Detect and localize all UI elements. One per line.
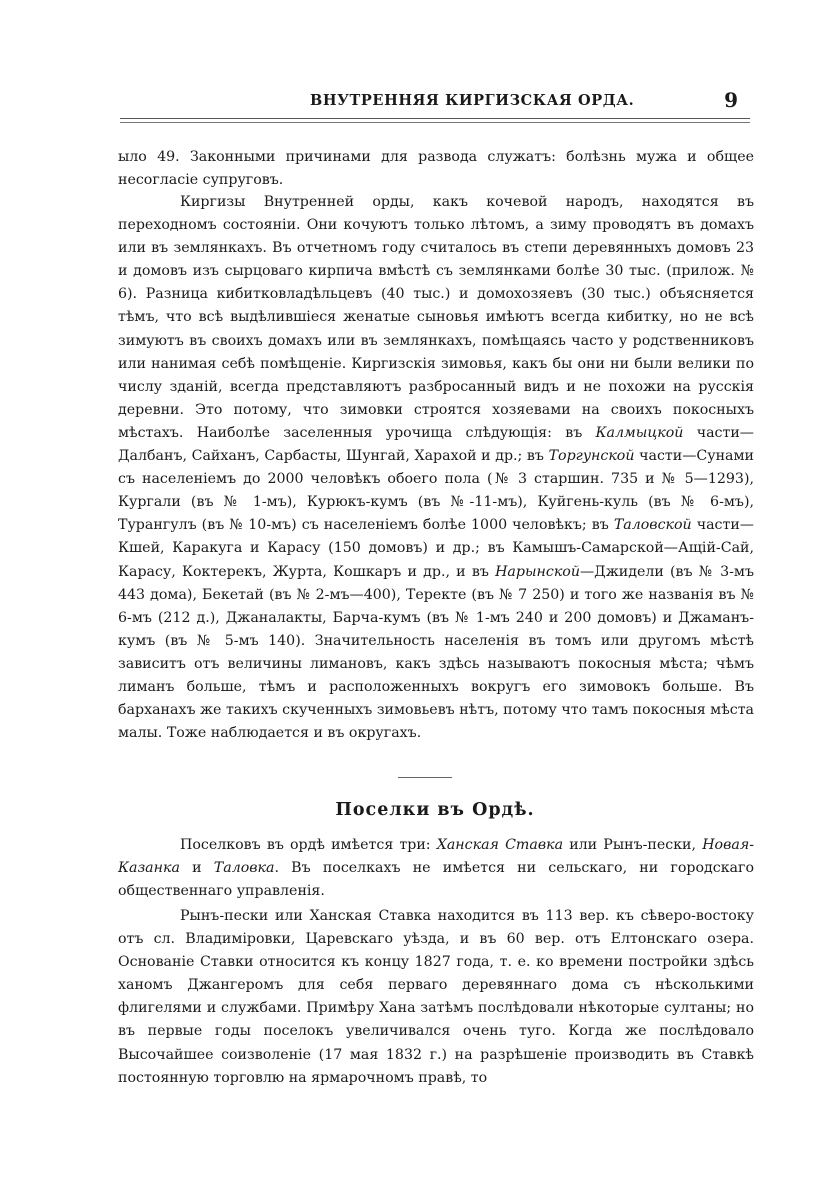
section-heading: Поселки въ Ордѣ. (335, 800, 535, 820)
paragraph-2: Киргизы Внутренней орды, какъ кочевой народъ, находятся въ переходномъ состояніи. Они кочуютъ только лѣтомъ, а зиму проводятъ въ домахъ или въ землянкахъ. Въ отчетномъ году считалось въ степи деревянныхъ домовъ 23 и домовъ изъ сырцоваго кирпича вмѣстѣ съ землянками болѣе 30 тыс. (прилож. № 6). Разница кибитковладѣльцевъ (40 тыс.) и домохозяевъ (30 тыс.) объясняется тѣмъ, что всѣ выдѣлившіеся женатые сыновья имѣютъ всегда кибитку, но не всѣ зимуютъ въ своихъ домахъ или въ землянкахъ, помѣщаясь часто у родственниковъ или нанимая себѣ помѣщеніе. Киргизскія зимовья, какъ бы они ни были велики по числу зданій, всегда представляютъ разбросанный видъ и не похожи на русскія деревни. Это потому, что зимовки строятся хозяевами на своихъ покосныхъ мѣстахъ. Наиболѣе заселенныя урочища слѣдующія: въ Калмыцкой части—Далбанъ, Сайханъ, Сарбасты, Шунгай, Харахой и др.; въ Торгунской части—Сунами съ населеніемъ до 2000 человѣкъ обоего пола (№ 3 старшин. 735 и № 5—1293), Кургали (въ № 1-мъ), Курюкъ-кумъ (въ №-11-мъ), Куйгень-куль (въ № 6-мъ), Турангулъ (въ № 10-мъ) съ населеніемъ болѣе 1000 человѣкъ; въ Таловской части—Кшей, Каракуга и Карасу (150 домовъ) и др.; въ Камышъ-Самарской—Ащій-Сай, Карасу, Коктерекъ, Журта, Кошкаръ и др., и въ Нарынской—Джидели (въ № 3-мъ 443 дома), Бекетай (въ № 2-мъ—400), Теректе (въ № 7 250) и того же названія въ № 6-мъ (212 д.), Джаналакты, Барча-кумъ (въ № 1-мъ 240 и 200 домовъ) и Джаманъ-кумъ (въ № 5-мъ 140). Значительность населенія въ томъ или другомъ мѣстѣ зависитъ отъ величины лимановъ, какъ здѣсь называютъ покосныя мѣста; чѣмъ лиманъ больше, тѣмъ и расположенныхъ вокругъ его зимовокъ больше. Въ барханахъ же такихъ скученныхъ зимовьевъ нѣтъ, потому что тамъ покосныя мѣста малы. Тоже наблюдается и въ округахъ. (118, 194, 754, 742)
paragraph-1: ыло 49. Законными причинами для развода служатъ: болѣзнь мужа и общее несогласіе супруговъ. (118, 149, 754, 189)
paragraph-dwellings (118, 191, 754, 745)
paragraph-3: Поселковъ въ ордѣ имѣется три: Ханская Ставка или Рынъ-пески, Новая-Казанка и Таловка. Въ поселкахъ не имѣется ни сельскаго, ни городскаго общественнаго управленія. (118, 837, 755, 900)
paragraph-ryn-peski (118, 905, 754, 1090)
section-divider (398, 777, 452, 778)
header-rule (120, 118, 750, 123)
paragraph-4: Рынъ-пески или Ханская Ставка находится въ 113 вер. къ сѣверо-востоку отъ сл. Владиміровки, Царевскаго уѣзда, и въ 60 вер. отъ Елтонскаго озера. Основаніе Ставки относится къ концу 1827 года, т. е. ко времени постройки здѣсь ханомъ Джангеромъ для себя перваго деревяннаго дома съ нѣсколькими флигелями и службами. Примѣру Хана затѣмъ послѣдовали нѣкоторые султаны; но въ первые годы поселокъ увеличивался очень туго. Когда же послѣдовало Высочайшее соизволеніе (17 мая 1832 г.) на разрѣшеніе производить въ Ставкѣ постоянную торговлю на ярмарочномъ правѣ, то (118, 908, 754, 1086)
running-title: ВНУТРЕННЯЯ КИРГИЗСКАЯ ОРДА. (310, 92, 635, 109)
paragraph-settlements (118, 834, 754, 903)
page-number: 9 (724, 88, 738, 112)
running-header (118, 90, 748, 116)
paragraph-continued (118, 146, 754, 192)
